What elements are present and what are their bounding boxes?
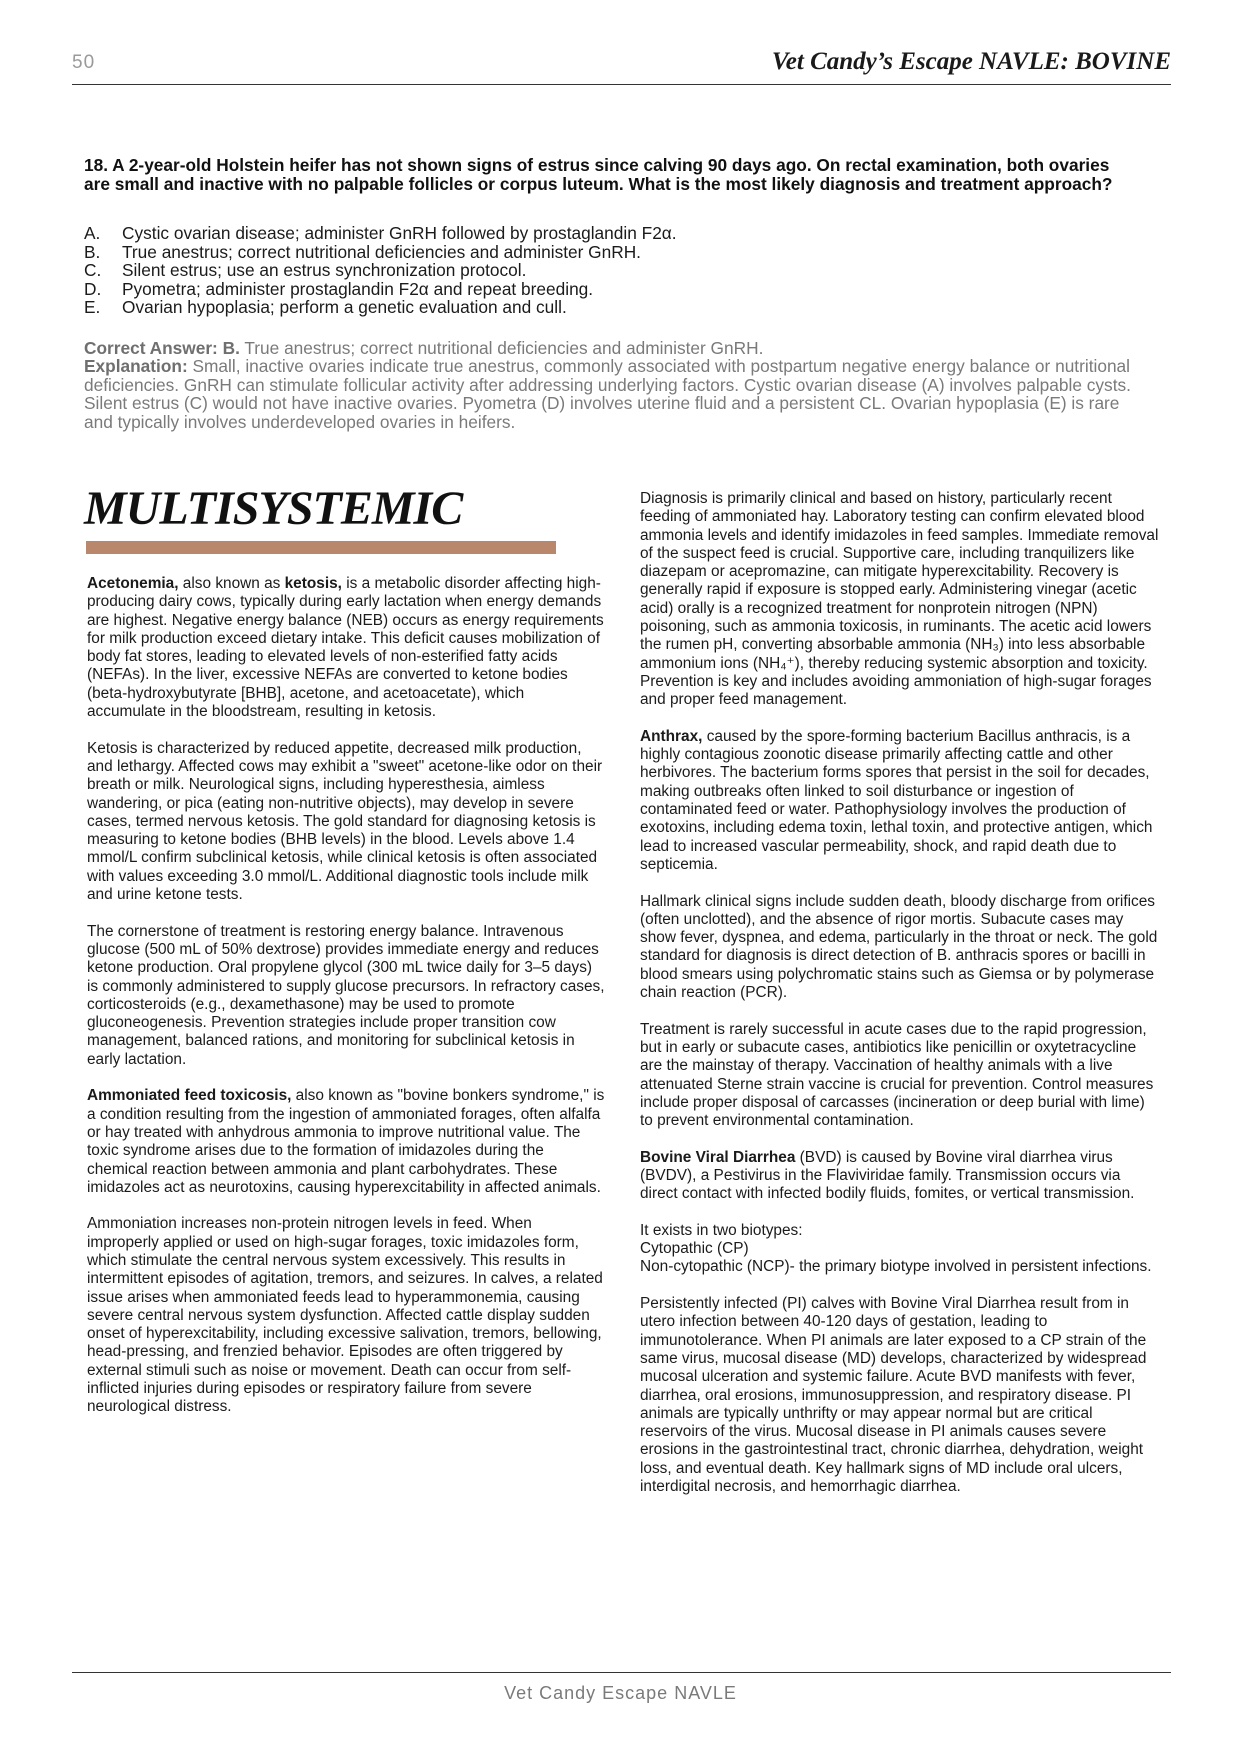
option-a [84, 224, 1134, 243]
option-c [84, 261, 1134, 280]
page-number: 50 [72, 52, 96, 73]
paragraph-anthrax-signs: Hallmark clinical signs include sudden death, bloody discharge from orifices (often unclotted), and the absence of rigor mortis. Subacute cases may show fever, dyspnea, and edema, particularly in the throat or neck. The gold standard for diagnosis is direct detection of B. anthracis spores or bacilli in blood smears using polychromatic stains such as Giemsa or by polymerase chain reaction (PCR). [640, 892, 1158, 1002]
term-acetonemia: Acetonemia, [87, 575, 179, 592]
term-bovine-viral-diarrhea: Bovine Viral Diarrhea [640, 1148, 796, 1166]
paragraph-bvd [640, 1149, 1160, 1204]
paragraph-ketosis-treatment: The cornerstone of treatment is restoring energy balance. Intravenous glucose (500 mL of 50% dextrose) provides immediate energy and reduces ketone production. Oral propylene glycol (300 mL twice daily for 3–5 days) is commonly administered to supply glucose precursors. In refractory cases, corticosteroids (e.g., dexamethasone) may be used to promote gluconeogenesis. Prevention strategies include proper transition cow management, balanced rations, and monitoring for subclinical ketosis in early lactation. [87, 922, 605, 1068]
option-letter: D. [84, 278, 102, 299]
paragraph-ketosis-signs: Ketosis is characterized by reduced appetite, decreased milk production, and lethargy. Affected cows may exhibit a "sweet" acetone-like odor on their breath or milk. Neurological signs, including hyperesthesia, aimless wandering, or pica (eating non-nutritive objects), may develop in severe cases, termed nervous ketosis. The gold standard for diagnosing ketosis is measuring to ketone bodies (BHB levels) in the blood. Levels above 1.4 mmol/L confirm subclinical ketosis, while clinical ketosis is often associated with values exceeding 3.0 mmol/L. Additional diagnostic tools include milk and urine ketone tests. [87, 739, 603, 904]
text-run: is a metabolic disorder affecting high-producing dairy cows, typically during early lactation when energy demands are highest. Negative energy balance (NEB) occurs as energy requirements for milk production exceed dietary intake. This deficit causes mobilization of body fat stores, leading to elevated levels of non-esterified fatty acids (NEFAs). In the liver, excessive NEFAs are converted to ketone bodies (beta-hydroxybutyrate [BHB], acetone, and acetoacetate), which accumulate in the bloodstream, resulting in ketosis. [87, 575, 604, 721]
paragraph-persistently-infected: Persistently infected (PI) calves with Bovine Viral Diarrhea result from in utero infection between 40-120 days of gestation, leading to immunotolerance. When PI animals are later exposed to a CP strain of the same virus, mucosal disease (MD) develops, characterized by widespread mucosal ulceration and systemic failure. Acute BVD manifests with fever, diarrhea, oral erosions, immunosuppression, and respiratory disease. PI animals are typically unthrifty or may appear normal but are critical reservoirs of the virus. Mucosal disease in PI animals causes severe erosions in the gastrointestinal tract, chronic diarrhea, dehydration, weight loss, and eventual death. Key hallmark signs of MD include oral ulcers, interdigital necrosis, and hemorrhagic diarrhea. [640, 1295, 1147, 1496]
running-title: Vet Candy’s Escape NAVLE: BOVINE [771, 48, 1171, 75]
question-block [84, 156, 1134, 431]
correct-answer [84, 339, 1134, 358]
correct-answer-text: True anestrus; correct nutritional deficiencies and administer GnRH. [239, 337, 764, 358]
explanation-label: Explanation: [84, 356, 188, 376]
text-run: also known as [178, 575, 285, 592]
correct-answer-label: Correct Answer: B. [84, 337, 240, 358]
option-text: Silent estrus; use an estrus synchronization protocol. [122, 260, 527, 280]
right-column [640, 490, 1160, 1515]
term-ketosis: ketosis, [284, 575, 342, 592]
option-letter: C. [84, 260, 102, 280]
paragraph-anthrax [640, 728, 1160, 874]
text-run: also known as "bovine bonkers syndrome," is a condition resulting from the ingestion of ammoniated forages, often alfalfa or hay treated with anhydrous ammonia to improve nutritional value. The toxic syndrome arises due to the formation of imidazoles during the chemical reaction between ammonia and plant carbohydrates. These imidazoles act as neurotoxins, causing hyperexcitability in affected animals. [87, 1087, 605, 1196]
option-text: Ovarian hypoplasia; perform a genetic evaluation and cull. [122, 297, 567, 317]
term-anthrax: Anthrax, [640, 727, 703, 745]
biotype-ncp: Non-cytopathic (NCP)- the primary biotype involved in persistent infections. [640, 1258, 1152, 1276]
paragraph-ammoniated-feed [87, 1087, 607, 1197]
left-column [87, 575, 607, 1435]
explanation-text: Small, inactive ovaries indicate true anestrus, commonly associated with postpartum negative energy balance or nutritional deficiencies. GnRH can stimulate follicular activity after addressing underlying factors. Cystic ovarian disease (A) involves palpable cysts. Silent estrus (C) would not have inactive ovaries. Pyometra (D) involves uterine fluid and a persistent CL. Ovarian hypoplasia (E) is rare and typically involves underdeveloped ovaries in heifers. [84, 356, 1131, 432]
section-accent-bar [86, 541, 556, 554]
biotypes-line: It exists in two biotypes: [640, 1221, 803, 1239]
option-d [84, 280, 1134, 299]
option-letter: E. [84, 297, 101, 317]
footer-rule [72, 1672, 1171, 1673]
option-text: Pyometra; administer prostaglandin F2α and repeat breeding. [122, 278, 594, 299]
header-rule [72, 84, 1171, 85]
biotype-cp: Cytopathic (CP) [640, 1240, 749, 1258]
option-letter: B. [84, 241, 101, 262]
term-ammoniated-feed-toxicosis: Ammoniated feed toxicosis, [87, 1087, 292, 1105]
paragraph-acetonemia [87, 575, 607, 721]
answer-options [84, 224, 1134, 317]
footer-text: Vet Candy Escape NAVLE [504, 1683, 737, 1703]
option-text: True anestrus; correct nutritional deficiencies and administer GnRH. [122, 241, 641, 262]
paragraph-diagnosis: Diagnosis is primarily clinical and based on history, particularly recent feeding of ammoniated hay. Laboratory testing can confirm elevated blood ammonia levels and identify imidazoles in feed samples. Immediate removal of the suspect feed is crucial. Supportive care, including tranquilizers like diazepam or acepromazine, can mitigate hyperexcitability. Recovery is generally rapid if exposure is stopped early. Administering vinegar (acetic acid) orally is a recognized treatment for nonprotein nitrogen (NPN) poisoning, such as ammonia toxicosis, in ruminants. The acetic acid lowers the rumen pH, converting absorbable ammonia (NH₃) into less absorbable ammonium ions (NH₄⁺), thereby reducing systemic absorption and toxicity. Prevention is key and includes avoiding ammoniation of high-sugar forages and proper feed management. [640, 490, 1159, 709]
option-b [84, 243, 1134, 262]
paragraph-ammoniation: Ammoniation increases non-protein nitrogen levels in feed. When improperly applied or used on high-sugar forages, toxic imidazoles form, which stimulate the central nervous system excessively. This results in intermittent episodes of agitation, tremors, and seizures. In calves, a related issue arises when ammoniated feeds lead to hyperammonemia, causing severe central nervous system dysfunction. Affected cattle display sudden onset of hyperexcitability, including excessive salivation, tremors, bellowing, head-pressing, and frenzied behavior. Episodes are often triggered by external stimuli such as noise or movement. Death can occur from self-inflicted injuries during episodes or respiratory failure from severe neurological distress. [87, 1215, 603, 1416]
text-run: caused by the spore-forming bacterium Bacillus anthracis, is a highly contagious zoonotic disease primarily affecting cattle and other herbivores. The bacterium forms spores that persist in the soil for decades, making outbreaks often linked to soil disturbance or ingestion of contaminated feed or water. Pathophysiology involves the production of exotoxins, including edema toxin, lethal toxin, and protective antigen, which lead to increased vascular permeability, shock, and rapid death due to septicemia. [640, 727, 1153, 873]
option-text: Cystic ovarian disease; administer GnRH followed by prostaglandin F2α. [122, 223, 677, 243]
question-stem: 18. A 2-year-old Holstein heifer has not shown signs of estrus since calving 90 days ago. On rectal examination, both ovaries are small and inactive with no palpable follicles or corpus luteum. What is the most likely diagnosis and treatment approach? [84, 155, 1113, 194]
section-title: MULTISYSTEMIC [84, 482, 463, 535]
paragraph-anthrax-treatment: Treatment is rarely successful in acute cases due to the rapid progression, but in early or subacute cases, antibiotics like penicillin or oxytetracycline are the mainstay of therapy. Vaccination of healthy animals with a live attenuated Sterne strain vaccine is crucial for prevention. Control measures include proper disposal of carcasses (incineration or deep burial with lime) to prevent environmental contamination. [640, 1020, 1154, 1130]
text-run: (BVD) is caused by Bovine viral diarrhea virus (BVDV), a Pestivirus in the Flaviviridae family. Transmission occurs via direct contact with infected bodily fluids, fomites, or vertical transmission. [640, 1148, 1135, 1203]
option-e [84, 298, 1134, 317]
option-letter: A. [84, 223, 101, 243]
explanation [84, 357, 1134, 431]
